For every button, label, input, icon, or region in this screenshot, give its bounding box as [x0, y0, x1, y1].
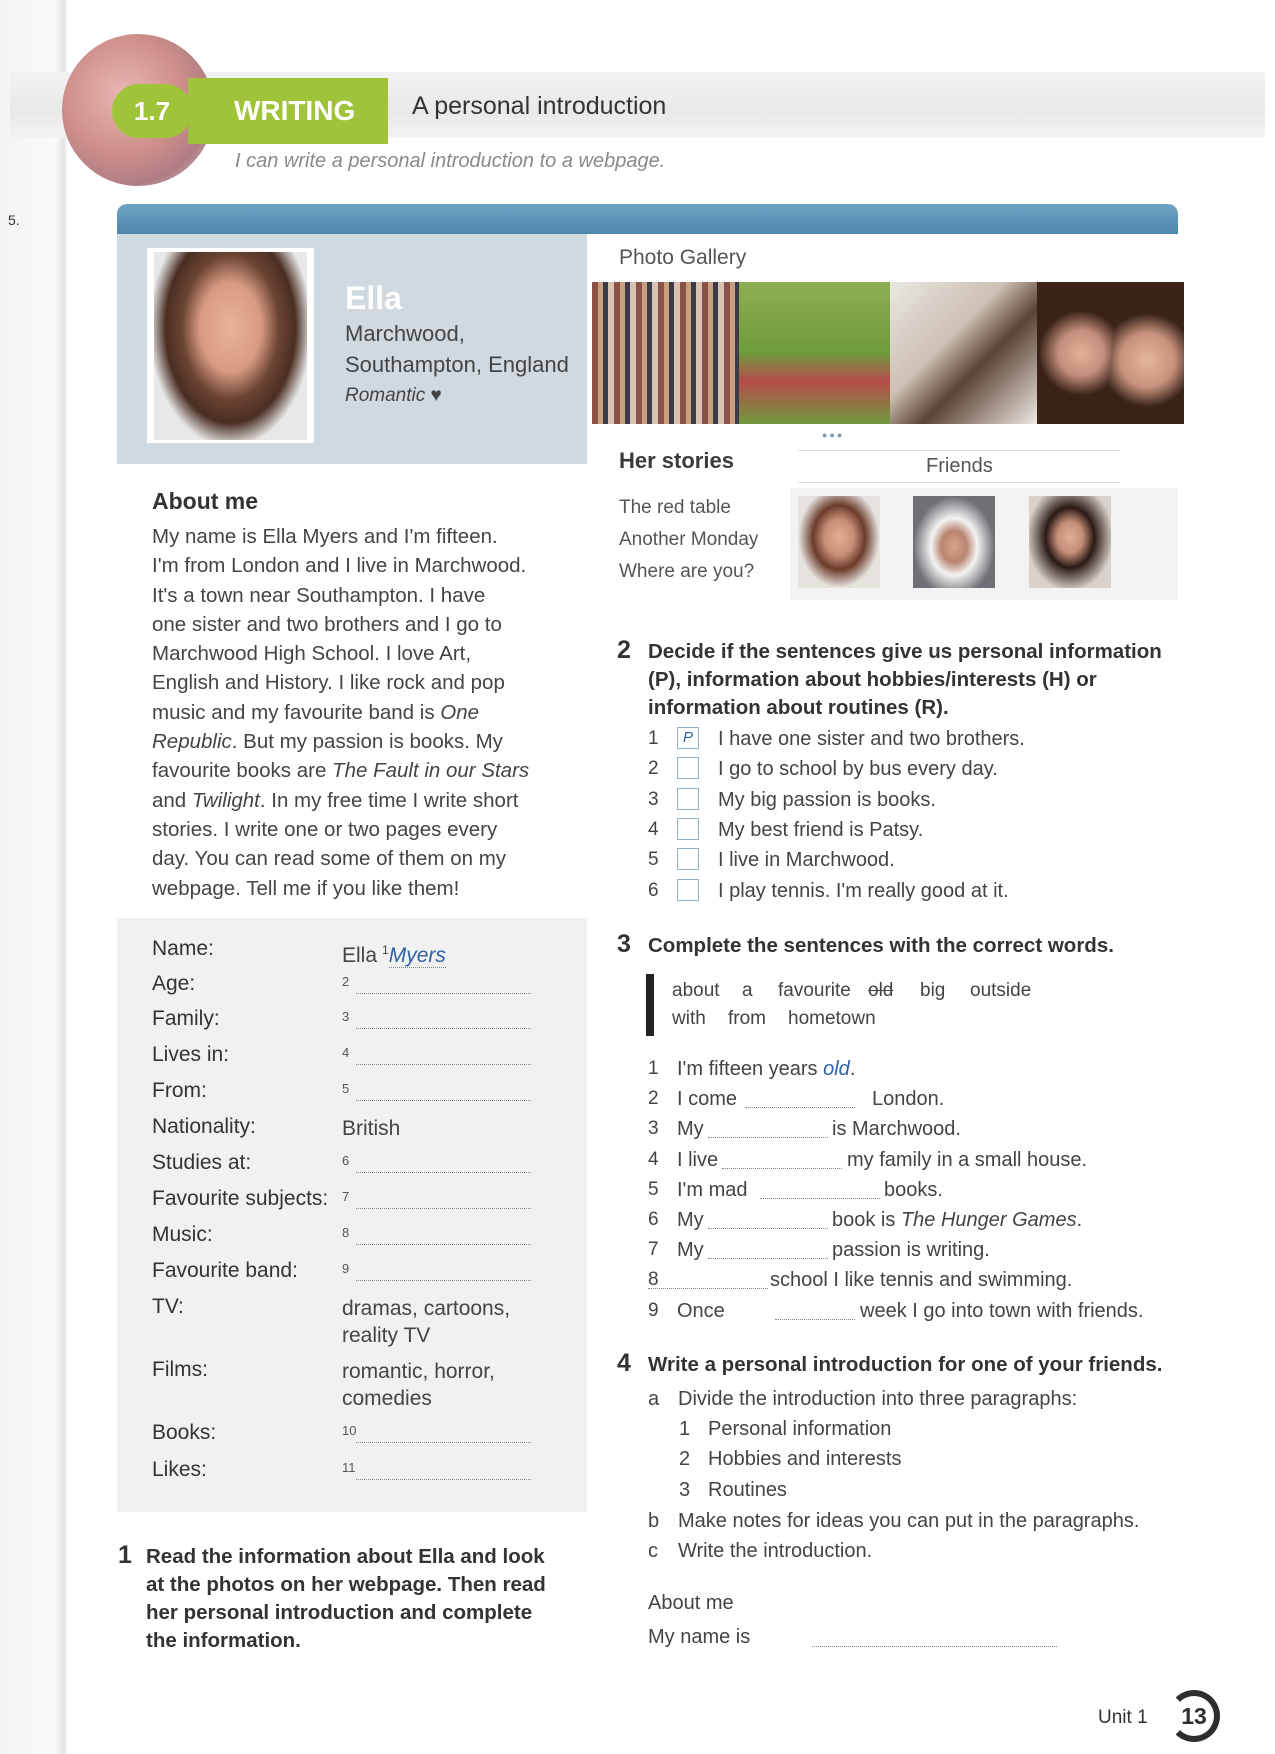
answer-blank[interactable]	[775, 1319, 855, 1320]
blank-number: 2	[342, 974, 350, 989]
text-segment: day. You can read some of them on my	[152, 847, 507, 871]
item-number: 6	[648, 1209, 659, 1230]
info-label: Age:	[152, 972, 196, 995]
item-number: 6	[648, 879, 659, 901]
blank-number: 3	[342, 1009, 350, 1024]
item-text: My big passion is books.	[718, 788, 936, 811]
word-box-word: with	[672, 1008, 706, 1029]
step-label: c	[648, 1540, 658, 1562]
sentence-end	[770, 1269, 1072, 1292]
text-segment: . In my free time I write short	[259, 788, 519, 812]
exercise-number: 4	[617, 1349, 631, 1377]
item-text: I have one sister and two brothers.	[718, 728, 1025, 750]
answer-box[interactable]	[677, 818, 699, 840]
info-value: reality TV	[342, 1324, 431, 1347]
paragraph-name: Routines	[708, 1479, 787, 1501]
answer-blank[interactable]	[760, 1198, 880, 1199]
text-segment: favourite books are	[152, 759, 333, 783]
sentence-start: I'm fifteen years	[677, 1058, 818, 1080]
sentence-end-text: my family in a small house.	[847, 1148, 1088, 1171]
about-me-heading: About me	[152, 488, 259, 514]
about-line	[152, 786, 552, 815]
exercise-2-instructions	[648, 638, 1162, 722]
gallery-pager-dots[interactable]: ●●●	[822, 430, 845, 440]
item-number: 4	[648, 1148, 659, 1170]
blank-number: 4	[342, 1045, 350, 1060]
sentence-start: Once	[677, 1299, 725, 1322]
profile-location-line1: Marchwood,	[345, 321, 465, 346]
word-box-word: old	[868, 980, 894, 1001]
word-box-bar	[646, 974, 654, 1036]
blank-number: 10	[342, 1423, 357, 1438]
blank-number: 7	[342, 1189, 350, 1204]
sentence-end-text: is Marchwood.	[832, 1118, 961, 1141]
item-number: 9	[648, 1299, 659, 1321]
info-label: Studies at:	[152, 1151, 252, 1174]
sentence-start: I come	[677, 1088, 738, 1111]
answer-blank[interactable]	[356, 1028, 531, 1029]
answer-blank[interactable]	[356, 1208, 531, 1209]
sentence-end-text: book is	[832, 1209, 901, 1231]
blank-number: 8	[342, 1225, 350, 1240]
sentence-start: I'm mad	[677, 1178, 748, 1201]
story-link[interactable]: The red table	[619, 497, 731, 518]
answer-box[interactable]	[677, 879, 699, 901]
word-box-word: favourite	[778, 980, 851, 1001]
answer-blank[interactable]	[356, 1172, 531, 1173]
step-text: Divide the introduction into three paragraphs:	[678, 1388, 1078, 1410]
blank-number: 11	[342, 1460, 356, 1475]
title-italic: The Fault in our Stars	[332, 759, 530, 783]
profile-photo	[154, 252, 307, 440]
item-number: 2	[648, 758, 659, 780]
blank-number: 6	[342, 1153, 350, 1168]
book-binding-shadow	[0, 0, 68, 1754]
instruction-line: her personal introduction and complete	[146, 1601, 533, 1624]
word-box-word: hometown	[788, 1008, 876, 1029]
answer-blank[interactable]	[745, 1107, 855, 1108]
paragraph-number: 3	[679, 1479, 691, 1501]
webpage-title-bar	[117, 204, 1178, 234]
lesson-objective: I can write a personal introduction to a webpage.	[235, 150, 666, 172]
item-number: 7	[648, 1239, 659, 1261]
answer-blank[interactable]	[708, 1258, 828, 1259]
paragraph-name: Personal information	[708, 1418, 892, 1440]
info-label: Nationality:	[152, 1115, 256, 1138]
info-label: Family:	[152, 1007, 220, 1030]
sentence-end-text: passion is writing.	[832, 1239, 990, 1262]
gallery-photo-field	[739, 282, 890, 424]
item-number: 8	[648, 1269, 659, 1291]
info-value	[342, 937, 446, 969]
info-label: Books:	[152, 1421, 217, 1444]
friend-photo[interactable]	[1029, 496, 1111, 588]
gallery-photo-reading	[890, 282, 1037, 424]
instruction-line: at the photos on her webpage. Then read	[146, 1573, 546, 1596]
item-number: 1	[648, 1058, 659, 1079]
sentence-start: My	[677, 1239, 704, 1262]
item-number: 1	[648, 728, 659, 749]
about-me-start-heading: About me	[648, 1592, 734, 1614]
sentence-start: I live	[677, 1148, 719, 1171]
paragraph-name: Hobbies and interests	[708, 1448, 902, 1470]
item-number: 5	[648, 1178, 659, 1200]
about-line	[152, 551, 552, 580]
info-value-text: Ella	[342, 944, 378, 967]
about-me-text	[152, 522, 552, 903]
info-value: romantic, horror,	[342, 1360, 495, 1383]
info-label: From:	[152, 1079, 207, 1102]
profile-status: Romantic ♥	[345, 385, 442, 406]
word-box-word: outside	[970, 980, 1032, 1001]
text-segment: It's a town near Southampton. I have	[152, 583, 486, 607]
friends-divider	[798, 450, 1120, 451]
exercise-1-instructions	[146, 1543, 546, 1655]
blank-number: 9	[342, 1261, 350, 1276]
unit-label: Unit 1	[1098, 1707, 1148, 1728]
text-segment: I'm from London and I live in Marchwood.	[152, 554, 527, 578]
answer-box[interactable]	[677, 788, 699, 810]
item-number: 4	[648, 818, 659, 840]
answer-box[interactable]	[677, 757, 699, 779]
friends-divider	[798, 482, 1120, 483]
answer-box[interactable]: P	[677, 727, 699, 749]
handwritten-answer[interactable]: old	[823, 1058, 850, 1080]
blank-number: 5	[342, 1081, 350, 1096]
info-label: Films:	[152, 1358, 208, 1381]
instruction-line: information about routines (R).	[648, 696, 949, 719]
sentence-end	[884, 1179, 943, 1202]
answer-blank[interactable]	[708, 1228, 828, 1229]
about-line	[152, 610, 552, 639]
title-italic: Republic	[152, 730, 232, 754]
answer-blank[interactable]	[356, 993, 531, 994]
text-segment: one sister and two brothers and I go to	[152, 612, 502, 636]
exercise-4-instructions: Write a personal introduction for one of your friends.	[648, 1353, 1163, 1376]
text-segment: and	[152, 788, 192, 812]
title-italic: One	[440, 700, 480, 724]
sentence-end	[847, 1149, 1087, 1172]
book-title: The Hunger Games	[900, 1209, 1077, 1231]
sentence-end	[832, 1118, 961, 1141]
answer-blank[interactable]	[356, 1479, 531, 1480]
info-label: Favourite subjects:	[152, 1187, 329, 1210]
instruction-line: Read the information about Ella and look	[146, 1545, 545, 1568]
info-label: Lives in:	[152, 1043, 230, 1066]
answer-box[interactable]	[677, 848, 699, 870]
answer-blank[interactable]	[356, 1064, 531, 1065]
lesson-title: A personal introduction	[412, 92, 667, 120]
step-label: a	[648, 1388, 660, 1410]
sentence-end-punct: .	[1076, 1209, 1083, 1231]
item-number: 2	[648, 1088, 659, 1110]
info-label: TV:	[152, 1295, 184, 1318]
answer-blank[interactable]	[356, 1100, 531, 1101]
exercise-number: 1	[118, 1541, 132, 1569]
instruction-line: Decide if the sentences give us personal information	[648, 640, 1162, 663]
about-line	[152, 668, 552, 697]
sentence-end	[872, 1088, 944, 1111]
sentence	[677, 1058, 855, 1081]
friends-label: Friends	[926, 455, 993, 477]
info-value: British	[342, 1117, 401, 1140]
info-label: Name:	[152, 937, 214, 960]
paragraph-number: 1	[679, 1418, 691, 1440]
section-label: WRITING	[188, 78, 388, 144]
word-box-word: big	[920, 980, 946, 1001]
step-text: Make notes for ideas you can put in the paragraphs.	[678, 1510, 1140, 1532]
item-text: I play tennis. I'm really good at it.	[718, 879, 1009, 902]
about-line	[152, 581, 552, 610]
text-segment: My name is Ella Myers and I'm fifteen.	[152, 525, 498, 548]
sentence-start: My	[677, 1118, 704, 1141]
step-label: b	[648, 1510, 660, 1532]
answer-blank[interactable]	[356, 1244, 531, 1245]
sentence-end-text: books.	[884, 1178, 943, 1201]
item-number: 3	[648, 1118, 659, 1140]
instruction-line: the information.	[146, 1629, 301, 1652]
about-line	[152, 522, 552, 551]
answer-blank[interactable]	[648, 1288, 768, 1289]
exercise-3-instructions: Complete the sentences with the correct words.	[648, 934, 1114, 957]
info-value: dramas, cartoons,	[342, 1297, 511, 1320]
handwritten-answer[interactable]: Myers	[388, 944, 446, 967]
about-line	[152, 727, 552, 756]
item-text: I go to school by bus every day.	[718, 758, 998, 781]
margin-mark: 5.	[8, 212, 20, 228]
word-box-word: from	[728, 1008, 766, 1029]
blank-number: 1	[382, 943, 389, 957]
profile-location-line2: Southampton, England	[345, 352, 569, 377]
step-text: Write the introduction.	[678, 1540, 873, 1562]
text-segment: webpage. Tell me if you like them!	[152, 876, 460, 900]
gallery-photo-crowd	[592, 282, 739, 424]
sentence-start: My	[677, 1209, 704, 1231]
about-line	[152, 756, 552, 785]
sentence-end	[832, 1239, 990, 1262]
item-number: 5	[648, 849, 659, 871]
answer-blank[interactable]	[356, 1280, 531, 1281]
lesson-number-badge: 1.7	[112, 84, 192, 138]
info-value: comedies	[342, 1387, 432, 1410]
item-number: 3	[648, 788, 659, 810]
sentence-end	[860, 1300, 1143, 1323]
about-line	[152, 698, 552, 727]
writing-blank[interactable]	[812, 1646, 1057, 1647]
instruction-line: (P), information about hobbies/interests (H) or	[648, 668, 1097, 691]
text-segment: English and History. I like rock and pop	[152, 671, 505, 695]
about-line	[152, 874, 552, 903]
text-segment: music and my favourite band is	[152, 700, 441, 724]
paragraph-number: 2	[679, 1448, 691, 1470]
info-label: Music:	[152, 1223, 213, 1246]
text-segment: stories. I write one or two pages every	[152, 817, 498, 841]
sentence-end-text: week I go into town with friends.	[860, 1299, 1144, 1322]
info-label: Likes:	[152, 1458, 207, 1481]
title-italic: Twilight	[191, 788, 260, 812]
page-number: 13	[1168, 1690, 1220, 1742]
sentence-end	[832, 1209, 1082, 1232]
item-text: I live in Marchwood.	[718, 849, 895, 872]
profile-name: Ella	[345, 280, 402, 316]
answer-blank[interactable]	[356, 1442, 531, 1443]
photo-gallery-label: Photo Gallery	[619, 246, 747, 269]
answer-blank[interactable]	[708, 1137, 828, 1138]
sentence-end: .	[849, 1058, 856, 1080]
writing-start-line: My name is	[648, 1626, 751, 1648]
about-line	[152, 815, 552, 844]
about-line	[152, 844, 552, 873]
friend-photo[interactable]	[913, 496, 995, 588]
sentence-end-text: school I like tennis and swimming.	[770, 1269, 1073, 1292]
gallery-photo-friends	[1037, 282, 1184, 424]
text-segment: Marchwood High School. I love Art,	[152, 642, 472, 666]
word-box-word: a	[742, 980, 753, 1001]
story-link[interactable]: Where are you?	[619, 561, 755, 582]
text-segment: . But my passion is books. My	[231, 730, 503, 754]
about-line	[152, 639, 552, 668]
info-label: Favourite band:	[152, 1259, 298, 1282]
story-link[interactable]: Another Monday	[619, 529, 759, 550]
stories-heading: Her stories	[619, 448, 734, 473]
exercise-number: 3	[617, 930, 631, 958]
word-box-word: about	[672, 980, 720, 1001]
friend-photo[interactable]	[798, 496, 880, 588]
answer-blank[interactable]	[722, 1168, 842, 1169]
exercise-number: 2	[617, 636, 631, 664]
sentence-end-text: London.	[872, 1088, 945, 1111]
item-text: My best friend is Patsy.	[718, 818, 924, 841]
